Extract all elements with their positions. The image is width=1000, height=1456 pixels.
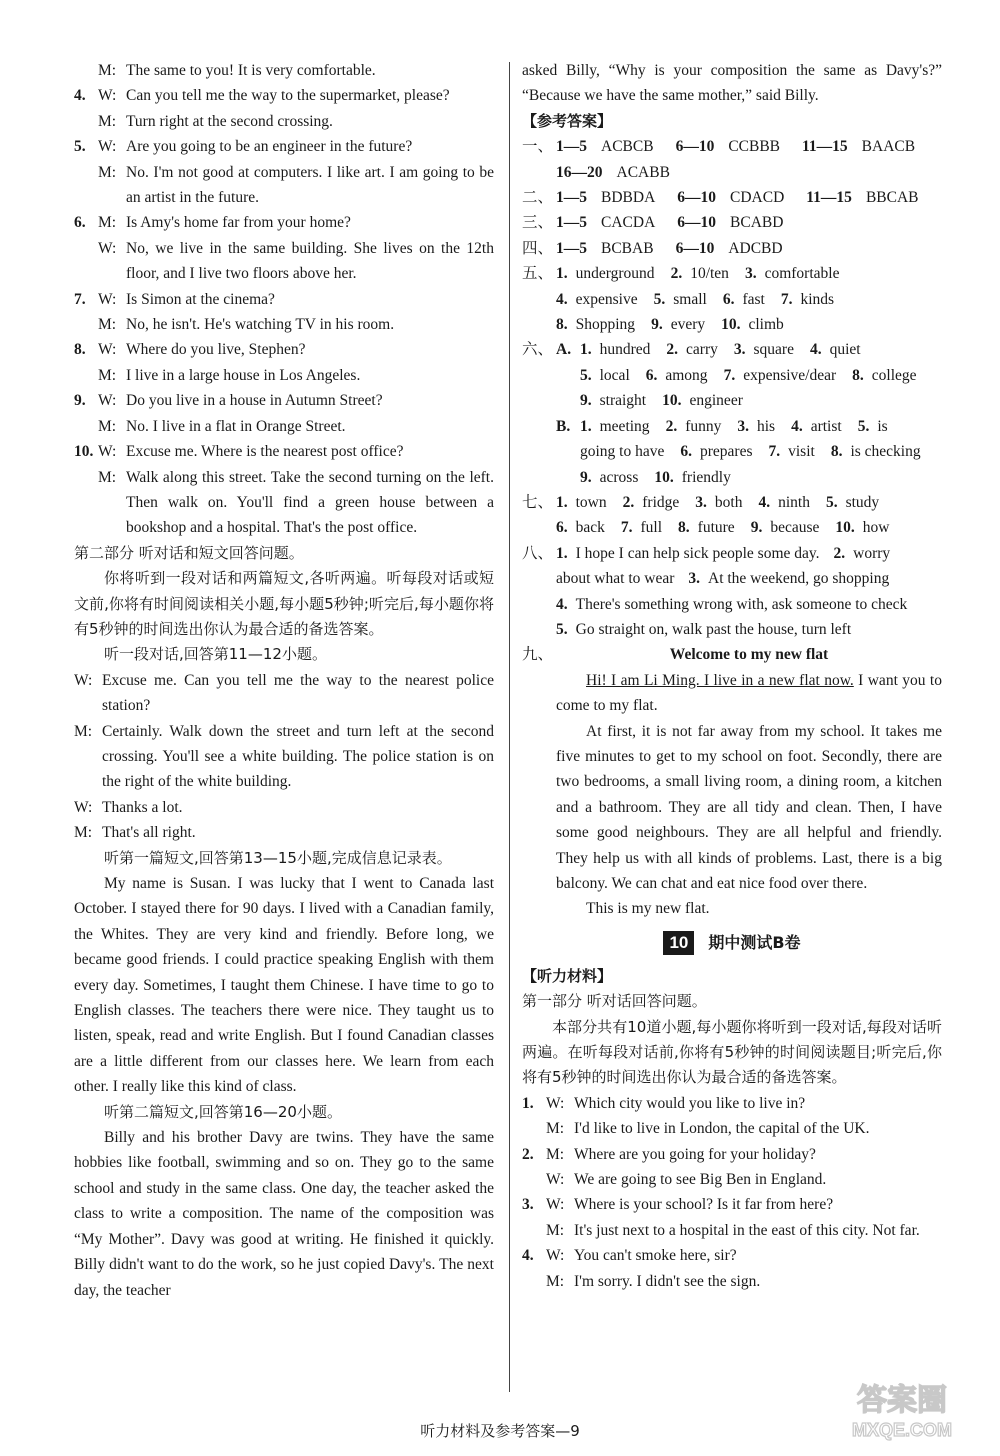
answer-range: 1—5 — [556, 138, 587, 156]
answer-value: worry — [853, 544, 891, 562]
answer-value: among — [665, 366, 708, 384]
dialogue-line — [522, 1091, 942, 1116]
answer-number: 5. — [825, 493, 838, 511]
item-number — [522, 1218, 546, 1243]
answer-value: underground — [575, 265, 655, 283]
sub-label — [556, 388, 580, 413]
part2-intro: 你将听到一段对话和两篇短文,各听两遍。听每段对话或短文前,你将有时间阅读相关小题,每小题5秒钟;听完后,每小题你将有5秒钟的时间选出你认为最合适的备选答案。 — [74, 569, 494, 638]
answer-value: kinds — [800, 290, 835, 308]
answer-value: because — [770, 519, 820, 537]
listening-title: 【听力材料】 — [522, 966, 613, 985]
dialogue-line — [74, 439, 494, 464]
dialogue-text: Walk along this street. Take the second turning on the left. Then walk on. You'll find a green house between a bookshop and a hospital. That's the post office. — [126, 468, 494, 537]
answer-number: 3. — [744, 265, 757, 283]
answer-value: hundred — [599, 341, 651, 359]
answer-number: 7. — [780, 290, 793, 308]
answer-row — [522, 490, 942, 515]
dialogue-line — [522, 1192, 942, 1217]
answer-value: local — [599, 366, 630, 384]
dialogue-text: Turn right at the second crossing. — [126, 112, 333, 130]
answer-value: is — [877, 417, 888, 435]
dialogue-text: Do you live in a house in Autumn Street? — [126, 392, 383, 410]
section-label — [522, 515, 556, 540]
answer-value: artist — [810, 417, 842, 435]
item-number: 9. — [74, 392, 86, 410]
speaker-label: M: — [98, 214, 117, 232]
speaker-label: W: — [98, 87, 117, 105]
answer-row — [522, 185, 942, 210]
dialogue-line — [74, 236, 494, 287]
speaker-label: W: — [98, 341, 117, 359]
dialogue-line — [74, 134, 494, 159]
answer-number: 7. — [768, 443, 781, 461]
answer-value: about what to wear — [556, 570, 675, 588]
dialogue-line — [74, 210, 494, 235]
dialogue-text: No, we live in the same building. She lives on the 12th floor, and I live two floors above her. — [126, 239, 494, 283]
right-column — [522, 58, 942, 1294]
section-label — [522, 465, 556, 490]
answer-number: 2. — [665, 417, 678, 435]
answer-range: 11—15 — [802, 138, 848, 156]
dialogue-line — [74, 719, 494, 795]
speaker-label: M: — [98, 316, 117, 334]
answer-value: back — [575, 519, 605, 537]
item-number: 5. — [74, 138, 86, 156]
answer-value: BAACB — [861, 138, 916, 156]
dialogue-line — [74, 668, 494, 719]
answer-key — [522, 134, 942, 922]
section-label: 三、 — [522, 213, 554, 232]
answer-number: 6. — [722, 290, 735, 308]
answer-row — [522, 287, 942, 312]
dialogue-text: No, he isn't. He's watching TV in his room. — [126, 316, 395, 334]
answer-value: expensive/dear — [743, 366, 837, 384]
answer-value: 10/ten — [690, 265, 729, 283]
part1-title: 第一部分 听对话回答问题。 — [522, 992, 707, 1011]
answer-value: I hope I can help sick people some day. — [575, 544, 820, 562]
dialogue-text: I'd like to live in London, the capital of the UK. — [574, 1120, 870, 1138]
dialogue-line — [74, 337, 494, 362]
speaker-label: M: — [98, 163, 117, 181]
item-number — [74, 414, 98, 439]
answer-range: 11—15 — [806, 189, 852, 207]
answer-range: 6—10 — [677, 189, 717, 207]
item-number: 2. — [522, 1145, 534, 1163]
dialogue-text: You can't smoke here, sir? — [574, 1247, 737, 1265]
dialogue-line — [522, 1243, 942, 1268]
answer-value: full — [640, 519, 663, 537]
answer-number: 10. — [721, 316, 741, 334]
dialogue-line — [522, 1142, 942, 1167]
section-label: 五、 — [522, 264, 554, 283]
dialogue-text: Where is your school? Is it far from here? — [574, 1196, 834, 1214]
answer-number: 9. — [750, 519, 763, 537]
answer-row — [522, 515, 942, 540]
speaker-label: M: — [74, 824, 93, 842]
dialogue-text: Certainly. Walk down the street and turn left at the second crossing. You'll see a white building. The police station is on the right of the white building. — [102, 722, 494, 791]
answer-row — [522, 261, 942, 286]
speaker-label: M: — [98, 417, 117, 435]
passage1-intro: 听第一篇短文,回答第13—15小题,完成信息记录表。 — [104, 848, 452, 867]
passage2-intro: 听第二篇短文,回答第16—20小题。 — [104, 1102, 342, 1121]
answer-number: 7. — [723, 366, 736, 384]
answer-value: climb — [748, 316, 784, 334]
section-label: 八、 — [522, 543, 554, 562]
answer-row — [522, 439, 942, 464]
answer-value: friendly — [681, 468, 731, 486]
answer-number: 4. — [809, 341, 822, 359]
answer-number: 4. — [758, 493, 771, 511]
answer-number: 10. — [835, 519, 855, 537]
speaker-label: W: — [74, 671, 93, 689]
answer-row — [522, 592, 942, 617]
answer-number: 5. — [857, 417, 870, 435]
item-number — [74, 160, 98, 211]
answer-value: town — [575, 493, 607, 511]
section-number-badge: 10 — [663, 931, 694, 955]
item-number: 4. — [522, 1247, 534, 1265]
item-number — [74, 236, 98, 287]
sub-label: B. — [556, 417, 571, 435]
speaker-label: M: — [546, 1272, 565, 1290]
answer-number: 2. — [670, 265, 683, 283]
answer-value: At the weekend, go shopping — [708, 570, 890, 588]
answer-number: 7. — [620, 519, 633, 537]
answer-value: ADCBD — [728, 239, 783, 257]
essay-paragraph — [522, 668, 942, 719]
dialogue-line — [74, 388, 494, 413]
essay-underlined-text: Hi! I am Li Ming. I live in a new flat now. — [586, 671, 854, 689]
answer-value: every — [670, 316, 706, 334]
dialogue-text: Is Amy's home far from your home? — [126, 214, 351, 232]
sub-label: A. — [556, 341, 572, 359]
page-footer: 听力材料及参考答案—9 — [420, 1422, 580, 1440]
dialogue-text: It's just next to a hospital in the east of this city. Not far. — [574, 1221, 920, 1239]
dialogue-text: The same to you! It is very comfortable. — [126, 62, 376, 79]
column-divider — [509, 62, 510, 1392]
answer-number: 3. — [688, 570, 700, 588]
speaker-label: W: — [546, 1247, 565, 1265]
answer-value: engineer — [689, 392, 743, 410]
answer-value: funny — [685, 417, 722, 435]
dialogue-line — [522, 1269, 942, 1294]
section-label: 四、 — [522, 238, 554, 257]
answer-value: quiet — [829, 341, 861, 359]
speaker-label: W: — [546, 1196, 565, 1214]
speaker-label: W: — [546, 1094, 565, 1112]
answer-value: ACBCB — [601, 138, 654, 156]
answer-number: 6. — [556, 519, 568, 537]
answer-row — [522, 388, 942, 413]
answer-value: ACABB — [616, 163, 670, 181]
dialogue-line — [522, 1218, 942, 1243]
answer-row — [522, 337, 942, 362]
dialogue-line — [74, 363, 494, 388]
answer-value: fast — [742, 290, 765, 308]
dialogue-line — [74, 109, 494, 134]
answer-range: 6—10 — [677, 214, 717, 232]
speaker-label: W: — [98, 138, 117, 156]
section-label — [522, 566, 556, 591]
dialogue-text: Where are you going for your holiday? — [574, 1145, 816, 1163]
sub-label — [556, 363, 580, 388]
dialogue-text: Where do you live, Stephen? — [126, 341, 306, 359]
answer-value: Go straight on, walk past the house, turn left — [575, 620, 852, 638]
dialogue-line — [74, 160, 494, 211]
answer-value: expensive — [575, 290, 638, 308]
section-label — [522, 439, 556, 464]
answer-value: BCABD — [730, 214, 784, 232]
answer-value: fridge — [642, 493, 680, 511]
dialogue-text: No. I'm not good at computers. I like art. I am going to be an artist in the future. — [126, 163, 494, 207]
dialogue-text: Are you going to be an engineer in the future? — [126, 138, 413, 156]
answer-value: going to have — [580, 443, 665, 461]
answer-value: across — [599, 468, 639, 486]
answer-value: carry — [686, 341, 718, 359]
dialogue-line — [74, 820, 494, 845]
answer-row — [522, 414, 942, 439]
dialogue-text: Thanks a lot. — [102, 798, 183, 816]
answer-number: 1. — [556, 544, 568, 562]
answer-value: comfortable — [764, 265, 840, 283]
speaker-label: M: — [98, 112, 117, 130]
essay-paragraph: This is my new flat. — [586, 900, 710, 918]
passage2: Billy and his brother Davy are twins. They have the same hobbies like football, swimming and so on. They go to the same school and study in the same class. One day, the teacher asked the class to write a composition. The name of the composition was “My Mother”. Davy was good at writing. He finished it quickly. Billy didn't want to do the work, so he just copied Davy's. The next day, the teacher — [74, 1129, 494, 1299]
sub-label — [556, 465, 580, 490]
answer-value: CDACD — [730, 189, 785, 207]
answer-value: how — [862, 519, 890, 537]
speaker-label: M: — [546, 1221, 565, 1239]
answer-value: both — [714, 493, 743, 511]
answer-range: 16—20 — [556, 163, 603, 181]
answer-number: 2. — [666, 341, 679, 359]
section-title: 期中测试B卷 — [708, 933, 801, 953]
section-label — [522, 617, 556, 642]
answer-row — [522, 236, 942, 261]
dialogue-text: I'm sorry. I didn't see the sign. — [574, 1272, 761, 1290]
dialogue-text: Excuse me. Can you tell me the way to the nearest police station? — [102, 671, 494, 715]
dialogue-text: That's all right. — [102, 824, 196, 842]
answer-row — [522, 566, 942, 591]
answer-value: There's something wrong with, ask someone to check — [575, 595, 908, 613]
answer-number: 10. — [654, 468, 674, 486]
answer-value: future — [697, 519, 735, 537]
dialogue-line: M: The same to you! It is very comfortable. — [74, 58, 494, 83]
essay-text: I want you to come to my flat. — [556, 671, 942, 715]
answer-range: 6—10 — [675, 239, 715, 257]
answer-number: 8. — [678, 519, 690, 537]
speaker-label: W: — [98, 290, 117, 308]
answer-row — [522, 642, 942, 667]
svg-text:答案圈: 答案圈 — [857, 1383, 947, 1418]
answer-number: 4. — [556, 595, 568, 613]
section-label: 七、 — [522, 492, 554, 511]
dialogue-line — [522, 1116, 942, 1141]
section-label — [522, 160, 556, 185]
answer-row — [522, 541, 942, 566]
answer-row — [522, 210, 942, 235]
speaker-label: M: — [546, 1145, 565, 1163]
answer-value: square — [753, 341, 794, 359]
item-number: 6. — [74, 214, 86, 232]
answer-number: 3. — [733, 341, 746, 359]
answers-title: 【参考答案】 — [522, 111, 613, 130]
answer-number: 1. — [580, 341, 592, 359]
watermark-logo — [822, 1374, 982, 1444]
answer-range: 6—10 — [675, 138, 715, 156]
answer-value: his — [756, 417, 776, 435]
answer-value: visit — [788, 443, 815, 461]
part1-intro: 本部分共有10道小题,每小题你将听到一段对话,每段对话听两遍。在听每段对话前,你将有5秒钟的时间阅读题目;听完后,你将有5秒钟的时间选出你认为最合适的备选答案。 — [522, 1017, 942, 1087]
answer-row — [522, 312, 942, 337]
part2-title: 第二部分 听对话和短文回答问题。 — [74, 543, 304, 562]
item-number: 7. — [74, 290, 86, 308]
answer-row — [522, 617, 942, 642]
dialogue-text: No. I live in a flat in Orange Street. — [126, 417, 346, 435]
answer-number: 9. — [580, 392, 592, 410]
answer-value: CACDA — [601, 214, 656, 232]
item-number — [522, 1269, 546, 1294]
dialog — [74, 668, 494, 846]
section-heading — [522, 926, 942, 960]
answer-row — [522, 363, 942, 388]
speaker-label: W: — [98, 392, 117, 410]
dialogue-text: Excuse me. Where is the nearest post office? — [126, 443, 404, 461]
answer-value: straight — [599, 392, 647, 410]
section-label — [522, 287, 556, 312]
speaker-label: M: — [98, 468, 117, 486]
answer-number: 10. — [662, 392, 682, 410]
dialogue-text: I live in a large house in Los Angeles. — [126, 366, 361, 384]
speaker-label: W: — [74, 798, 93, 816]
svg-text:MXQE.COM: MXQE.COM — [851, 1420, 953, 1440]
answer-number: 9. — [580, 468, 592, 486]
section-label — [522, 414, 556, 439]
dialogue-text: Is Simon at the cinema? — [126, 290, 275, 308]
section-label — [522, 388, 556, 413]
passage2-end: asked Billy, “Why is your composition the same as Davy's?” “Because we have the same mother,” said Billy. — [522, 62, 942, 105]
dialogue-line — [74, 465, 494, 541]
answer-value: BDBDA — [601, 189, 656, 207]
answer-number: 1. — [556, 265, 568, 283]
speaker-label: W: — [98, 239, 117, 257]
dialogue-line — [74, 83, 494, 108]
passage1: My name is Susan. I was lucky that I went to Canada last October. I stayed there for 90 days. I lived with a Canadian family, the Whites. They are very kind and friendly. Before long, we became good friends. I could practice speaking English with them every day. Sometimes, I taught them Chinese. I have time to go to English classes. The teachers there were nice. They taught us to listen, speak, read and write English. But I found Canadian classes are a little different from our classes here. We learn from each other. I really like this kind of class. — [74, 875, 494, 1096]
answer-number: 2. — [622, 493, 635, 511]
item-number: 1. — [522, 1094, 534, 1112]
item-number — [74, 465, 98, 541]
essay-paragraph: At first, it is not far away from my school. It takes me five minutes to get to my school on foot. Secondly, there are two bedrooms, a small living room, a dining room, a kitchen and a bathroom. They are all tidy and clean. Then, I have some good neighbours. They are all helpful and friendly. They help us with all kinds of problems. Last, there is a big balcony. We can chat and eat nice food over there. — [556, 722, 942, 892]
speaker-label: M: — [98, 366, 117, 384]
section-label: 二、 — [522, 188, 554, 207]
answer-number: 5. — [556, 620, 568, 638]
answer-value: prepares — [700, 443, 753, 461]
answer-value: small — [673, 290, 707, 308]
item-number — [74, 109, 98, 134]
section-label — [522, 592, 556, 617]
item-number — [522, 1116, 546, 1141]
answer-value: college — [871, 366, 917, 384]
section-label: 六、 — [522, 340, 554, 359]
sub-label — [556, 439, 580, 464]
answer-range: 1—5 — [556, 189, 587, 207]
answer-number: 5. — [580, 366, 592, 384]
speaker-label: W: — [98, 443, 117, 461]
item-number: 10. — [74, 443, 94, 461]
speaker-label: W: — [546, 1171, 565, 1189]
dialogue-line — [74, 414, 494, 439]
answer-row — [522, 160, 942, 185]
dialogue-line — [74, 795, 494, 820]
answer-row — [522, 134, 942, 159]
answer-value: ninth — [778, 493, 810, 511]
item-number — [522, 1167, 546, 1192]
section-label: 一、 — [522, 137, 554, 156]
answer-number: 3. — [695, 493, 707, 511]
dialogue-text: We are going to see Big Ben in England. — [574, 1171, 827, 1189]
dialogue-list — [74, 83, 494, 540]
answer-value: BCBAB — [601, 239, 654, 257]
essay-title: Welcome to my new flat — [669, 646, 829, 664]
speaker-label: M: — [546, 1120, 565, 1138]
dialogue-list — [522, 1091, 942, 1294]
answer-number: 1. — [556, 493, 568, 511]
dialogue-text: Which city would you like to live in? — [574, 1094, 806, 1112]
answer-number: 5. — [653, 290, 666, 308]
answer-number: 4. — [791, 417, 803, 435]
answer-row — [522, 465, 942, 490]
speaker-label: M: — [74, 722, 93, 740]
answer-value: CCBBB — [728, 138, 781, 156]
answer-value: BBCAB — [865, 189, 919, 207]
dialog-intro: 听一段对话,回答第11—12小题。 — [104, 645, 327, 664]
item-number: 4. — [74, 87, 86, 105]
answer-number: 8. — [852, 366, 864, 384]
answer-value: study — [845, 493, 880, 511]
dialogue-text: Can you tell me the way to the supermarket, please? — [126, 87, 450, 105]
answer-number: 9. — [651, 316, 663, 334]
item-number: 3. — [522, 1196, 534, 1214]
answer-value: Shopping — [575, 316, 636, 334]
dialogue-line — [522, 1167, 942, 1192]
answer-range: 1—5 — [556, 239, 587, 257]
dialogue-line — [74, 287, 494, 312]
answer-number: 8. — [556, 316, 568, 334]
item-number: 8. — [74, 341, 86, 359]
section-label — [522, 363, 556, 388]
answer-number: 8. — [830, 443, 843, 461]
answer-value: is checking — [850, 443, 921, 461]
answer-number: 1. — [580, 417, 592, 435]
answer-value: meeting — [599, 417, 650, 435]
answer-number: 3. — [737, 417, 749, 435]
item-number — [74, 363, 98, 388]
answer-number: 4. — [556, 290, 568, 308]
section-label — [522, 312, 556, 337]
dialogue-line — [74, 312, 494, 337]
left-column — [74, 58, 494, 1303]
answer-number: 6. — [680, 443, 692, 461]
item-number — [74, 312, 98, 337]
section-label: 九、 — [522, 645, 554, 664]
answer-range: 1—5 — [556, 214, 587, 232]
answer-number: 2. — [833, 544, 846, 562]
answer-number: 6. — [645, 366, 658, 384]
